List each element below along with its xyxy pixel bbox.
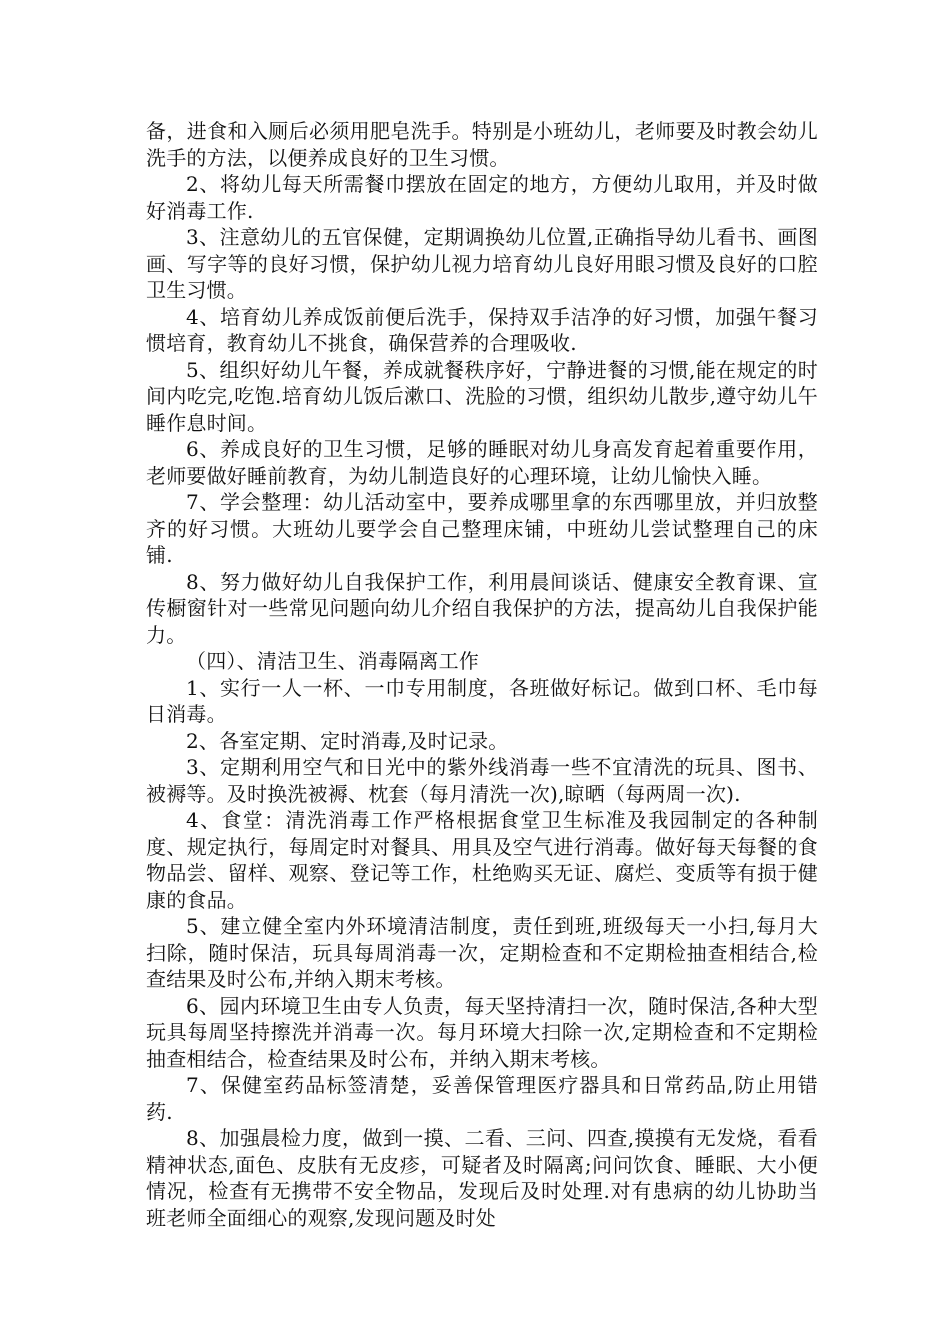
paragraph-hygiene-7: 7、保健室药品标签清楚，妥善保管理医疗器具和日常药品,防止用错药.: [146, 1073, 818, 1124]
paragraph-hygiene-1: 1、实行一人一杯、一巾专用制度，各班做好标记。做到口杯、毛巾每日消毒。: [146, 675, 818, 726]
paragraph-continuation: 备，进食和入厕后必须用肥皂洗手。特别是小班幼儿，老师要及时教会幼儿洗手的方法，以便养成良好的卫生习惯。: [146, 119, 818, 170]
paragraph-hygiene-4: 4、食堂：清洗消毒工作严格根据食堂卫生标准及我园制定的各种制度、规定执行，每周定时对餐具、用具及空气进行消毒。做好每天每餐的食物品尝、留样、观察、登记等工作，杜绝购买无证、腐烂、变质等有损于健康的食品。: [146, 808, 818, 912]
paragraph-hygiene-2: 2、各室定期、定时消毒,及时记录。: [186, 728, 509, 753]
paragraph-hygiene-3: 3、定期利用空气和日光中的紫外线消毒一些不宜清洗的玩具、图书、被褥等。及时换洗被褥、枕套（每月清洗一次),晾晒（每两周一次).: [146, 755, 818, 806]
paragraph-item-2: 2、将幼儿每天所需餐巾摆放在固定的地方，方便幼儿取用，并及时做好消毒工作.: [146, 172, 818, 223]
section-heading: （四）、清洁卫生、消毒隔离工作: [186, 649, 479, 673]
paragraph-item-8: 8、努力做好幼儿自我保护工作，利用晨间谈话、健康安全教育课、宣传橱窗针对一些常见问题向幼儿介绍自我保护的方法，提高幼儿自我保护能力。: [146, 569, 818, 647]
paragraph-item-3: 3、注意幼儿的五官保健，定期调换幼儿位置,正确指导幼儿看书、画图画、写字等的良好习惯，保护幼儿视力培育幼儿良好用眼习惯及良好的口腔卫生习惯。: [146, 225, 818, 302]
paragraph-item-5: 5、组织好幼儿午餐，养成就餐秩序好，宁静进餐的习惯,能在规定的时间内吃完,吃饱.培育幼儿饭后漱口、洗脸的习惯，组织幼儿散步,遵守幼儿午睡作息时间。: [146, 357, 818, 435]
paragraph-item-4: 4、培育幼儿养成饭前便后洗手，保持双手洁净的好习惯，加强午餐习惯培育，教育幼儿不挑食，确保营养的合理吸收.: [146, 304, 818, 355]
paragraph-hygiene-6: 6、园内环境卫生由专人负责，每天坚持清扫一次，随时保洁,各种大型玩具每周坚持擦洗并消毒一次。每月环境大扫除一次,定期检查和不定期检抽查相结合，检查结果及时公布，并纳入期末考核。: [146, 993, 818, 1071]
document-body: [146, 118, 818, 1231]
paragraph-item-7: 7、学会整理：幼儿活动室中，要养成哪里拿的东西哪里放，并归放整齐的好习惯。大班幼儿要学会自己整理床铺，中班幼儿尝试整理自己的床铺.: [146, 490, 818, 567]
paragraph-item-6: 6、养成良好的卫生习惯，足够的睡眠对幼儿身高发育起着重要作用，老师要做好睡前教育，为幼儿制造良好的心理环境，让幼儿愉快入睡。: [146, 437, 818, 488]
paragraph-hygiene-8: 8、加强晨检力度，做到一摸、二看、三问、四查,摸摸有无发烧，看看精神状态,面色、皮肤有无皮疹，可疑者及时隔离;问问饮食、睡眠、大小便情况，检查有无携带不安全物品，发现后及时处理.对有患病的幼儿协助当班老师全面细心的观察,发现问题及时处: [146, 1126, 818, 1230]
paragraph-hygiene-5: 5、建立健全室内外环境清洁制度，责任到班,班级每天一小扫,每月大扫除，随时保洁，玩具每周消毒一次，定期检查和不定期检抽查相结合,检查结果及时公布,并纳入期末考核。: [146, 914, 818, 991]
